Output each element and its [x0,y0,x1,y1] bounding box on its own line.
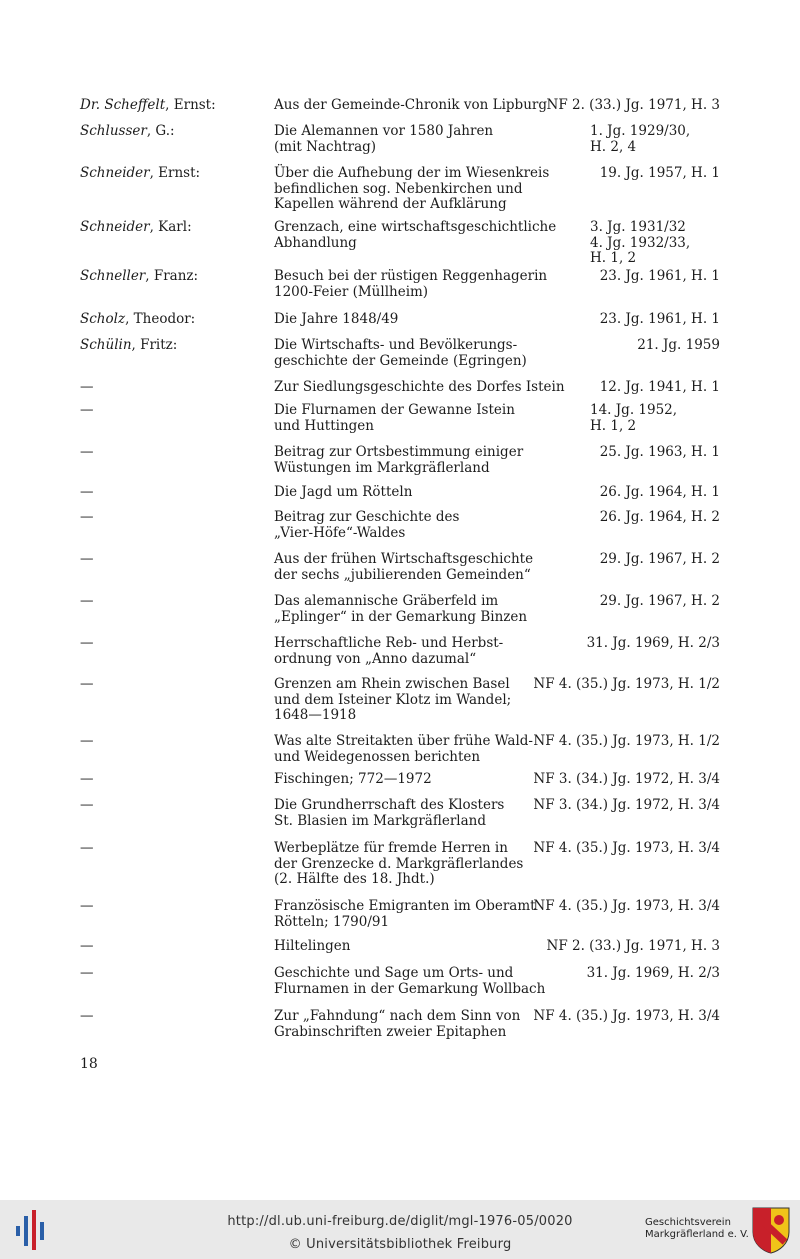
title-line: Beitrag zur Ortsbestimmung einiger [274,444,524,460]
reference-line: H. 1, 2 [590,250,637,266]
title-line: Herrschaftliche Reb- und Herbst- [274,635,504,651]
entry-reference [530,798,720,814]
title-line: Besuch bei der rüstigen Reggenhagerin [274,268,548,284]
author-given-name: — [80,965,94,981]
author-given-name: — [80,635,94,651]
reference-line: NF 2. (33.) Jg. 1971, H. 3 [546,938,720,954]
reference-line: 31. Jg. 1969, H. 2/3 [586,965,720,981]
entry-title [274,445,542,476]
title-line: und dem Isteiner Klotz im Wandel; [274,691,512,708]
title-line: 1648—1918 [274,707,357,723]
title-line: ordnung von „Anno dazumal“ [274,650,477,667]
entry-reference [530,677,720,693]
title-line: und Weidegenossen berichten [274,748,481,765]
entry-title [274,677,542,724]
entry-title [274,734,542,765]
reference-line: 14. Jg. 1952, [590,402,678,418]
reference-line: H. 2, 4 [590,138,637,155]
library-logo-icon [14,1208,50,1252]
title-line: Zur „Fahndung“ nach dem Sinn von [274,1008,521,1024]
entry-title [274,594,542,625]
entry-reference [530,269,720,285]
entry-title [274,636,542,667]
title-line: Wüstungen im Markgräflerland [274,459,490,476]
entry-reference [530,312,720,328]
entry-author [80,939,265,955]
reference-line: NF 4. (35.) Jg. 1973, H. 3/4 [533,1008,720,1024]
author-given-name: — [80,509,94,525]
entry-title [274,899,542,930]
author-given-name: — [80,484,94,500]
page-number: 18 [80,1056,98,1072]
author-given-name: — [80,379,94,395]
entry-title [274,510,542,541]
title-line: Beitrag zur Geschichte des [274,509,460,525]
reference-line: H. 1, 2 [590,417,637,434]
entry-title [274,97,547,114]
entry-reference [530,636,720,652]
reference-line: 1. Jg. 1929/30, [590,123,691,139]
title-line: Rötteln; 1790/91 [274,913,390,930]
title-line: befindlichen sog. Nebenkirchen und [274,180,523,197]
entry-title [274,268,548,300]
title-line: Die Alemannen vor 1580 Jahren [274,123,494,139]
title-line: der Grenzecke d. Markgräflerlandes [274,855,524,872]
title-line: (mit Nachtrag) [274,138,377,155]
entry-author [80,552,265,568]
entry-author [80,269,265,285]
author-surname: Schlusser [80,123,147,139]
author-given-name: — [80,733,94,749]
title-line: Die Wirtschafts- und Bevölkerungs- [274,337,518,353]
author-given-name: — [80,402,94,418]
title-line: Über die Aufhebung der im Wiesenkreis [274,165,550,181]
entry-reference [530,485,720,501]
author-given-name: — [80,676,94,692]
entry-author [80,510,265,526]
entry-author [80,445,265,461]
title-line: (2. Hälfte des 18. Jhdt.) [274,871,435,887]
entry-title [274,939,542,955]
entry-reference [530,552,720,568]
footer-bar [0,1200,800,1259]
entry-reference [530,939,720,955]
footer-society-name [645,1217,749,1241]
entry-reference [590,403,720,434]
reference-line: NF 3. (34.) Jg. 1972, H. 3/4 [533,797,720,813]
entry-reference [530,1009,720,1025]
entry-reference [530,338,720,354]
author-given-name: , Ernst: [149,165,201,181]
author-given-name: — [80,444,94,460]
entry-author [80,485,265,501]
entry-title [274,338,542,369]
reference-line: 3. Jg. 1931/32 [590,219,686,235]
reference-line: 29. Jg. 1967, H. 2 [599,593,720,609]
entry-title [274,485,542,501]
entry-author [80,594,265,610]
entry-reference [590,124,720,155]
entry-title [274,379,565,396]
title-line: Die Jagd um Rötteln [274,484,413,500]
entry-author [80,772,265,788]
reference-line: 29. Jg. 1967, H. 2 [599,551,720,567]
author-surname: Schneider [80,219,150,235]
reference-line: 12. Jg. 1941, H. 1 [599,379,720,395]
entry-author [80,636,265,652]
author-surname: Schülin [80,337,132,353]
entry-author [80,798,265,814]
reference-line: 31. Jg. 1969, H. 2/3 [586,635,720,651]
entry-author [80,1009,265,1025]
entry-reference [530,966,720,982]
reference-line: NF 4. (35.) Jg. 1973, H. 3/4 [533,840,720,856]
entry-author [80,403,265,419]
society-line-1: Geschichtsverein [645,1217,731,1228]
author-surname: Schneller [80,268,146,284]
reference-line: 23. Jg. 1961, H. 1 [599,268,720,284]
title-line: Aus der frühen Wirtschaftsgeschichte [274,551,534,567]
entry-reference [530,772,720,788]
title-line: Abhandlung [274,234,357,251]
entry-author [80,338,265,354]
reference-line: NF 4. (35.) Jg. 1973, H. 3/4 [533,898,720,914]
author-given-name: — [80,938,94,954]
title-line: „Eplinger“ in der Gemarkung Binzen [274,608,528,625]
entry-title [274,312,542,328]
author-given-name: , G.: [146,123,175,139]
reference-line: 26. Jg. 1964, H. 1 [599,484,720,500]
entry-author [80,677,265,693]
entry-reference [530,98,720,114]
reference-line: NF 3. (34.) Jg. 1972, H. 3/4 [533,771,720,787]
author-given-name: — [80,551,94,567]
entry-reference [590,220,720,267]
author-given-name: , Theodor: [125,311,196,327]
reference-line: NF 4. (35.) Jg. 1973, H. 1/2 [533,676,720,692]
entry-title [274,965,546,997]
entry-title [274,124,542,155]
author-given-name: , Karl: [149,219,192,235]
entry-reference [530,510,720,526]
society-line-2: Markgräflerland e. V. [645,1229,749,1240]
reference-line: 26. Jg. 1964, H. 2 [599,509,720,525]
title-line: „Vier-Höfe“-Waldes [274,524,406,541]
title-line: Grabinschriften zweier Epitaphen [274,1023,507,1040]
entry-author [80,220,265,236]
title-line: 1200-Feier (Müllheim) [274,283,429,300]
author-surname: Scholz [80,311,126,327]
author-given-name: — [80,898,94,914]
entry-author [80,124,265,140]
author-given-name: — [80,1008,94,1024]
title-line: und Huttingen [274,417,374,434]
entry-reference [530,899,720,915]
title-line: Die Jahre 1848/49 [274,311,399,327]
title-line: Fischingen; 772—1972 [274,771,432,787]
title-line: Geschichte und Sage um Orts- und [274,965,514,981]
title-line: Das alemannische Gräberfeld im [274,593,499,609]
title-line: Was alte Streitakten über frühe Wald- [274,733,533,749]
title-line: Grenzen am Rhein zwischen Basel [274,676,510,692]
footer-copyright: © Universitätsbibliothek Freiburg [288,1237,512,1252]
author-given-name: — [80,771,94,787]
reference-line: NF 2. (33.) Jg. 1971, H. 3 [546,97,720,113]
entry-title [274,841,542,888]
reference-line: 19. Jg. 1957, H. 1 [599,165,720,181]
entry-author [80,312,265,328]
reference-line: 4. Jg. 1932/33, [590,234,691,251]
title-line: Grenzach, eine wirtschaftsgeschichtliche [274,219,557,235]
entry-title [274,798,542,829]
entry-author [80,734,265,750]
author-surname: Dr. Scheffelt [80,97,166,113]
title-line: Die Flurnamen der Gewanne Istein [274,402,515,418]
reference-line: NF 4. (35.) Jg. 1973, H. 1/2 [533,733,720,749]
entry-author [80,966,265,982]
entry-author [80,166,265,182]
author-given-name: , Franz: [145,268,199,284]
society-crest-icon [751,1206,791,1254]
title-line: Kapellen während der Aufklärung [274,196,507,212]
reference-line: 21. Jg. 1959 [637,337,720,353]
footer-url-link[interactable]: http://dl.ub.uni-freiburg.de/diglit/mgl-1976-05/0020 [227,1214,573,1229]
author-given-name: — [80,797,94,813]
entry-reference [530,594,720,610]
reference-line: 25. Jg. 1963, H. 1 [599,444,720,460]
title-line: geschichte der Gemeinde (Egringen) [274,352,527,369]
author-given-name: , Ernst: [165,97,216,113]
author-given-name: — [80,840,94,856]
title-line: Werbeplätze für fremde Herren in [274,840,508,856]
title-line: Zur Siedlungsgeschichte des Dorfes Istein [274,379,565,395]
author-given-name: — [80,593,94,609]
entry-reference [530,841,720,857]
entry-title [274,552,542,583]
entry-author [80,899,265,915]
entry-reference [530,445,720,461]
entry-author [80,380,265,396]
title-line: Hiltelingen [274,938,351,954]
entry-author [80,98,265,114]
entry-title [274,403,542,434]
title-line: Aus der Gemeinde-Chronik von Lipburg [274,97,547,113]
entry-title [274,219,557,251]
title-line: Flurnamen in der Gemarkung Wollbach [274,980,546,997]
title-line: der sechs „jubilierenden Gemeinden“ [274,566,531,583]
title-line: Die Grundherrschaft des Klosters [274,797,505,813]
title-line: Französische Emigranten im Oberamt [274,898,536,914]
entry-reference [530,166,720,182]
author-given-name: , Fritz: [131,337,178,353]
reference-line: 23. Jg. 1961, H. 1 [599,311,720,327]
author-surname: Schneider [80,165,150,181]
entry-title [274,1009,542,1040]
entry-author [80,841,265,857]
entry-reference [530,734,720,750]
entry-title [274,772,542,788]
title-line: St. Blasien im Markgräflerland [274,812,486,829]
entry-title [274,165,550,213]
entry-reference [530,380,720,396]
